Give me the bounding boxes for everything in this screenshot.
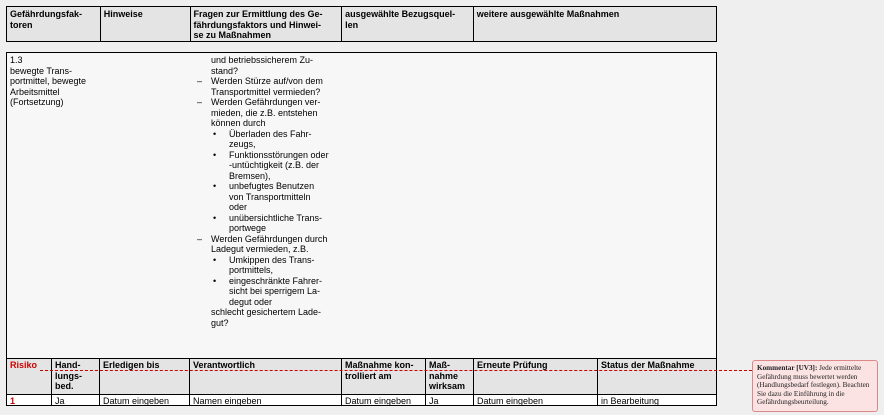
measures-value-field[interactable]: Namen eingeben [190, 394, 342, 406]
measures-header-cell: Risiko [6, 358, 52, 394]
header-cell: ausgewählte Bezugsquel- len [342, 7, 474, 41]
measures-value-field[interactable]: in Bearbeitung [598, 394, 717, 406]
factor-line: (Fortsetzung) [10, 97, 64, 107]
question-line: Werden Gefährdungen ver- [211, 97, 321, 107]
question-line: können durch [211, 118, 266, 128]
measures-header-cell: Hand- lungs- bed. [52, 358, 100, 394]
bullet-icon: • [213, 181, 217, 191]
factor-line: portmittel, bewegte [10, 76, 87, 86]
question-line: schlecht gesichertem Lade- [211, 307, 322, 317]
comment-text: Jede ermittelte Gefährdung muss bewertet werden (Handlungsbedarf festlegen). Beachten Sie dazu die Einführung in die Gefährdungsbeurteilung. [757, 364, 870, 407]
measures-value-field[interactable]: Ja [426, 394, 474, 406]
question-line: Ladegut vermieden, z.B. [211, 244, 309, 254]
question-line: Bremsen), [229, 170, 271, 181]
header-cell: Gefährdungsfak- toren [7, 7, 101, 41]
question-line: Umkippen des Trans- [229, 254, 315, 265]
header-cell: weitere ausgewählte Maßnahmen [476, 9, 620, 19]
measures-table [6, 358, 717, 406]
factor-line: 1.3 [10, 55, 23, 65]
measures-header-cell: Maßnahme kon- trolliert am [342, 358, 426, 394]
question-line: zeugs, [229, 139, 256, 149]
question-line: von Transportmitteln [229, 191, 311, 202]
factor-line: bewegte Trans- [10, 65, 73, 76]
measures-value-field[interactable]: Ja [52, 394, 100, 406]
dash-marker: – [197, 233, 203, 244]
question-line: degut oder [229, 296, 273, 307]
measures-value-field[interactable]: 1 [6, 394, 52, 406]
measures-value-row [6, 394, 717, 406]
question-line: Überladen des Fahr- [229, 128, 312, 139]
measures-header-row [6, 358, 717, 394]
question-line: -untüchtigkeit (z.B. der [229, 160, 320, 170]
question-line: portmittels, [229, 265, 274, 275]
measures-header-cell: Maß- nahme wirksam [426, 358, 474, 394]
question-line: unübersichtliche Trans- [229, 212, 323, 223]
bullet-icon: • [213, 254, 217, 265]
measures-header-cell: Erneute Prüfung [474, 358, 598, 394]
question-line: und betriebssicherem Zu- [211, 55, 314, 65]
comment-balloon[interactable] [752, 360, 878, 412]
measures-header-cell: Erledigen bis [100, 358, 190, 394]
content-box [6, 52, 717, 406]
comment-connector [40, 370, 752, 371]
question-line: Werden Stürze auf/von dem [211, 76, 323, 86]
dash-marker: – [197, 76, 203, 86]
bullet-icon: • [213, 128, 217, 139]
bullet-icon: • [213, 212, 217, 223]
comment-label: Kommentar [UV3]: [757, 364, 818, 372]
factor-line: Arbeitsmittel [10, 86, 60, 97]
question-line: sicht bei sperrigem La- [229, 286, 321, 296]
question-line: stand? [211, 65, 239, 76]
question-line: Funktionsstörungen oder [229, 149, 329, 160]
bullet-icon: • [213, 149, 217, 160]
measures-header-cell: Verantwortlich [190, 358, 342, 394]
measures-value-field[interactable]: Datum eingeben [100, 394, 190, 406]
measures-value-field[interactable]: Datum eingeben [342, 394, 426, 406]
question-line: unbefugtes Benutzen [229, 181, 315, 191]
dash-marker: – [197, 97, 203, 107]
table-header [6, 6, 717, 42]
question-line: eingeschränkte Fahrer- [229, 275, 323, 286]
question-line: Transportmittel vermieden? [211, 86, 321, 97]
question-line: gut? [211, 317, 229, 328]
bullet-icon: • [213, 275, 217, 286]
question-line: mieden, die z.B. entstehen [211, 107, 318, 118]
question-line: Werden Gefährdungen durch [211, 233, 328, 244]
measures-header-cell: Status der Maßnahme [598, 358, 717, 394]
question-line: oder [229, 202, 248, 212]
question-line: portwege [229, 223, 267, 233]
header-cell: Fragen zur Ermittlung des Ge- fährdungsfaktors und Hinwei- se zu Maßnahmen [191, 7, 343, 41]
header-cell: Hinweise [101, 7, 191, 41]
measures-value-field[interactable]: Datum eingeben [474, 394, 598, 406]
